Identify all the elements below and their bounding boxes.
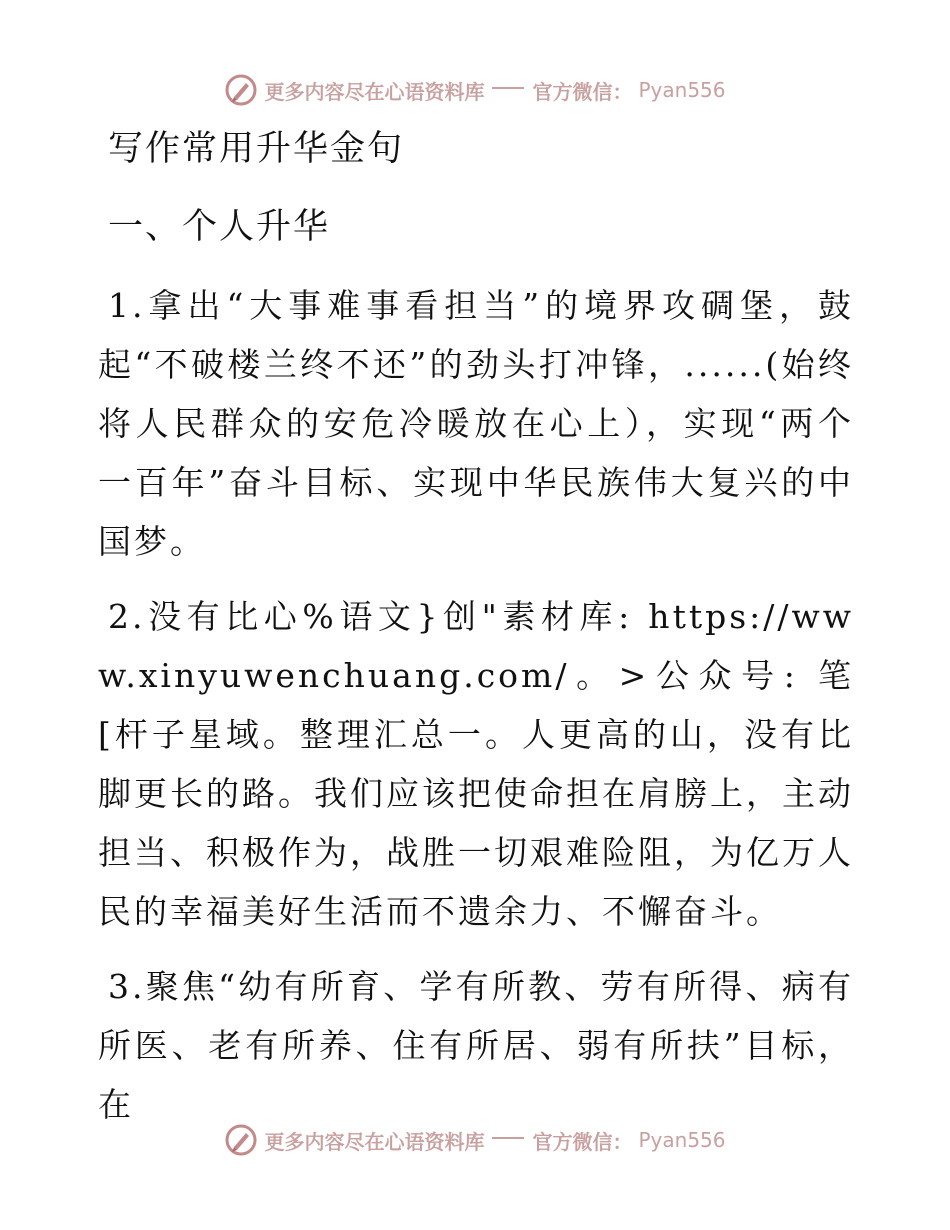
banner-wechat-label: 官方微信： bbox=[532, 1129, 633, 1154]
banner-dash bbox=[492, 1137, 524, 1139]
paragraph-1: 1.拿出“大事难事看担当”的境界攻碉堡，鼓起“不破楼兰终不还”的劲头打冲锋，......(始终将人民群众的安危冷暖放在心上），实现“两个一百年”奋斗目标、实现中华民族伟大复兴的中国梦。 bbox=[98, 286, 854, 561]
header-banner bbox=[0, 70, 950, 110]
banner-wechat-id: Pyan556 bbox=[638, 78, 726, 102]
banner-content bbox=[224, 73, 725, 107]
banner-wechat-id: Pyan556 bbox=[638, 1128, 726, 1152]
banner-wechat-label: 官方微信： bbox=[532, 79, 633, 104]
document-body bbox=[98, 122, 854, 1150]
section-heading: 一、个人升华 bbox=[108, 207, 331, 247]
paragraph-2: 2.没有比心%语文}创"素材库: https://www.xinyuwenchuang.com/。>公众号: 笔[杆子星域。整理汇总一。人更高的山，没有比脚更长的路。我们应该把使命担在肩膀上，主动担当、积极作为，战胜一切艰难险阻，为亿万人民的幸福美好生活而不遗余力、不懈奋斗。 bbox=[98, 597, 854, 931]
banner-dash bbox=[492, 87, 524, 89]
pen-logo-icon bbox=[224, 73, 258, 107]
pen-logo-icon bbox=[224, 1123, 258, 1157]
paragraph-3: 3.聚焦“幼有所育、学有所教、劳有所得、病有所医、老有所养、住有所居、弱有所扶”目标，在 bbox=[98, 967, 854, 1124]
document-title: 写作常用升华金句 bbox=[108, 129, 405, 169]
banner-text: 更多内容尽在心语资料库 bbox=[264, 1129, 485, 1154]
banner-text: 更多内容尽在心语资料库 bbox=[264, 79, 485, 104]
banner-content bbox=[224, 1123, 725, 1157]
footer-banner bbox=[0, 1120, 950, 1160]
